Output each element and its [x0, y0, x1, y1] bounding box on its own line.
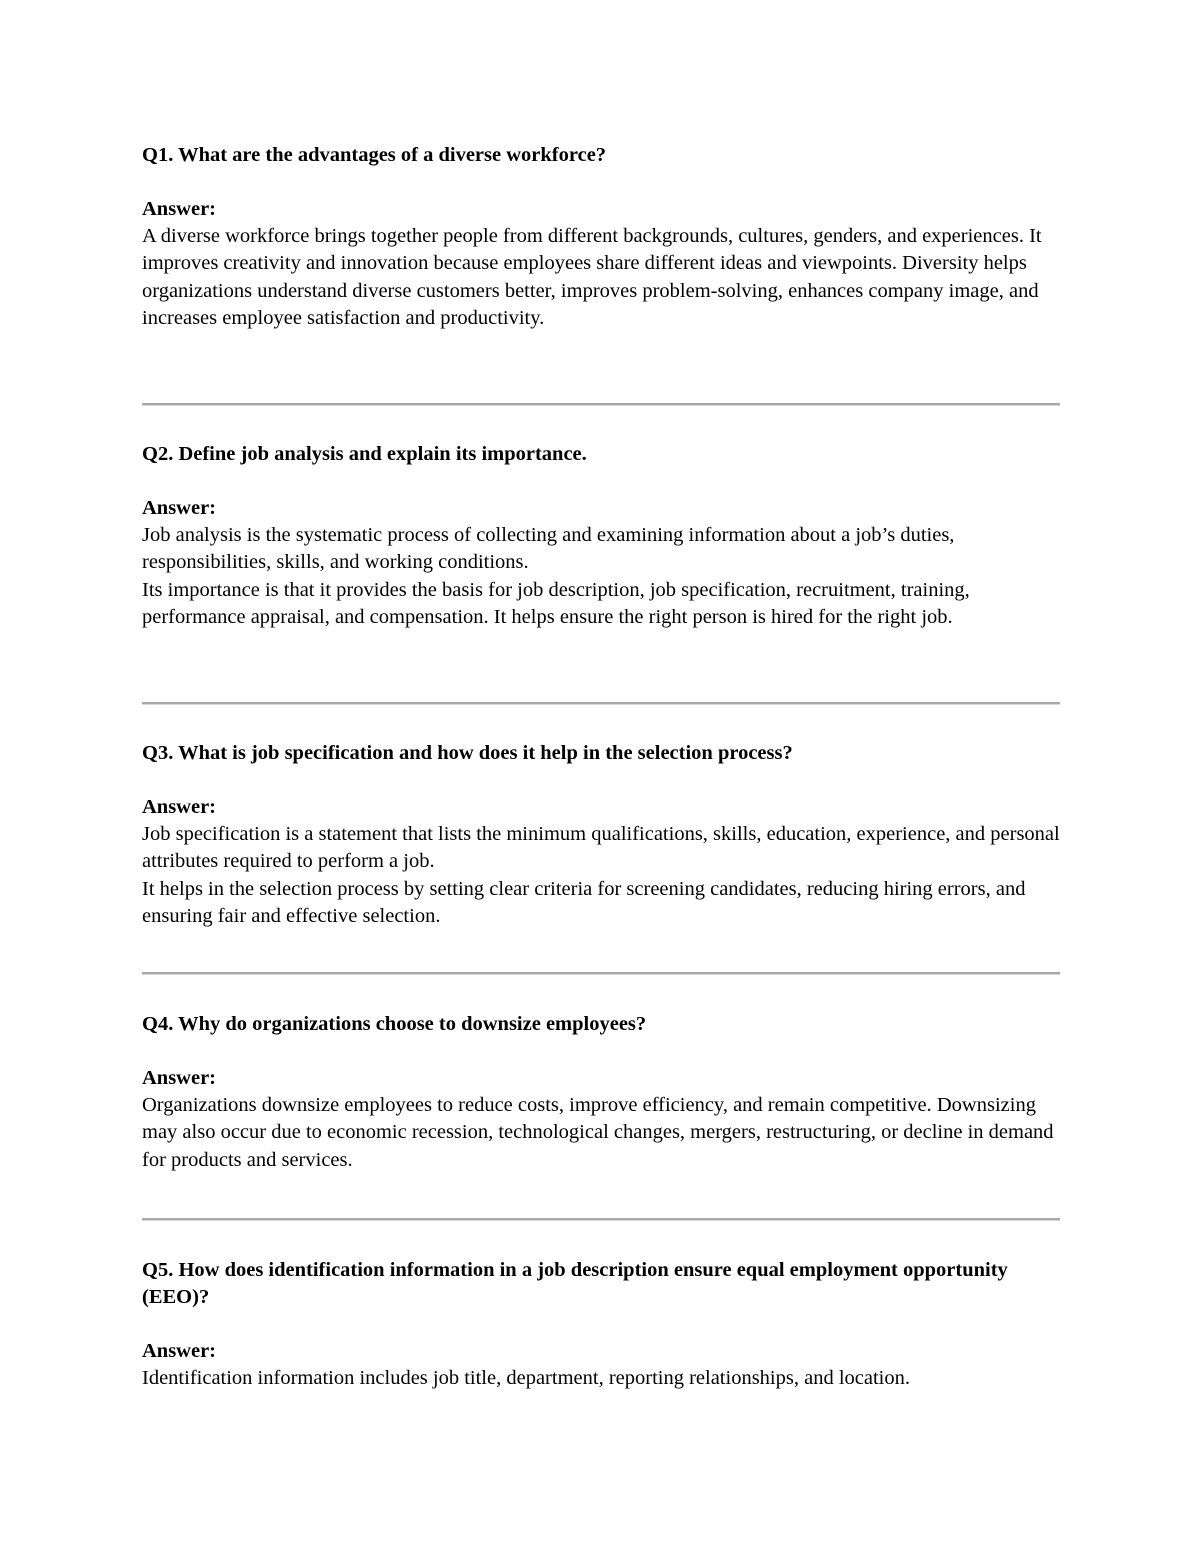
qa-item-4: [142, 1011, 1060, 1174]
section-divider-3: [142, 972, 1060, 975]
answer-label-4: Answer:: [142, 1067, 217, 1089]
answer-label-1: Answer:: [142, 198, 217, 220]
answer-1-paragraph-1: A diverse workforce brings together people from different backgrounds, cultures, genders, and experiences. It improves creativity and innovation because employees share different ideas and viewpoints. Diversity helps organizations understand diverse customers better, improves problem-solving, enhances company image, and increases employee satisfaction and productivity.: [142, 225, 1042, 329]
answer-3-paragraph-2: It helps in the selection process by setting clear criteria for screening candidates, reducing hiring errors, and ensuring fair and effective selection.: [142, 877, 1026, 927]
qa-item-5: [142, 1257, 1060, 1392]
question-2: Q2. Define job analysis and explain its importance.: [142, 443, 587, 465]
answer-2-paragraph-2: Its importance is that it provides the basis for job description, job specification, recruitment, training, performance appraisal, and compensation. It helps ensure the right person is hired for the right job.: [142, 578, 970, 628]
answer-2-paragraph-1: Job analysis is the systematic process of collecting and examining information about a job’s duties, responsibilities, skills, and working conditions.: [142, 524, 955, 574]
section-divider-4: [142, 1218, 1060, 1221]
question-1: Q1. What are the advantages of a diverse workforce?: [142, 144, 607, 166]
question-3: Q3. What is job specification and how does it help in the selection process?: [142, 742, 793, 764]
question-5: Q5. How does identification information in a job description ensure equal employment opportunity (EEO)?: [142, 1259, 1008, 1308]
answer-4-paragraph-1: Organizations downsize employees to reduce costs, improve efficiency, and remain competitive. Downsizing may also occur due to economic recession, technological changes, mergers, restructuring, or decline in demand for products and services.: [142, 1094, 1054, 1171]
qa-item-3: [142, 740, 1060, 930]
answer-5-paragraph-1: Identification information includes job title, department, reporting relationships, and location.: [142, 1367, 910, 1389]
answer-3-paragraph-1: Job specification is a statement that lists the minimum qualifications, skills, education, experience, and personal attributes required to perform a job.: [142, 823, 1060, 873]
answer-label-2: Answer:: [142, 497, 217, 519]
answer-label-5: Answer:: [142, 1340, 217, 1362]
question-4: Q4. Why do organizations choose to downsize employees?: [142, 1013, 647, 1035]
section-divider-1: [142, 403, 1060, 406]
qa-item-1: [142, 142, 1060, 332]
qa-item-2: [142, 441, 1060, 631]
answer-label-3: Answer:: [142, 796, 217, 818]
section-divider-2: [142, 702, 1060, 705]
